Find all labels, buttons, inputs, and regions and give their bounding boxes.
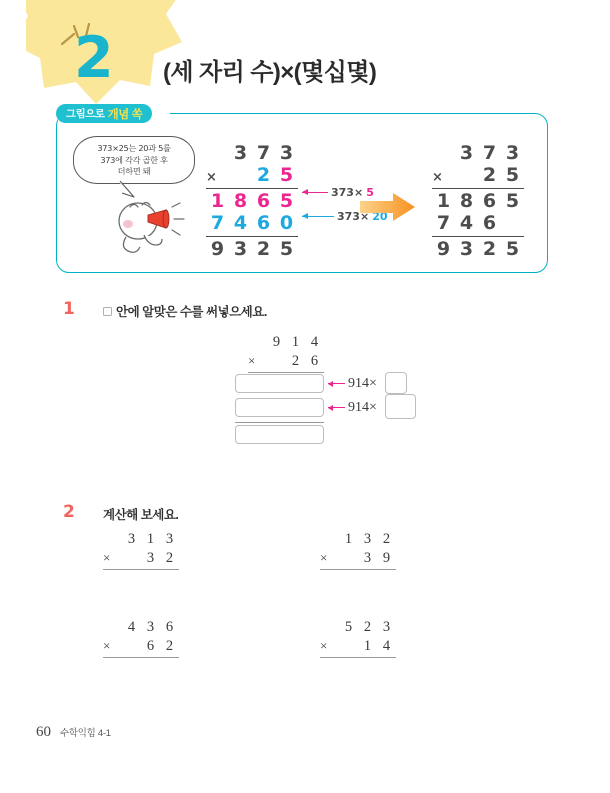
- blank-square-icon: [103, 307, 112, 316]
- problem-1-instruction-text: 안에 알맞은 수를 써넣으세요.: [116, 305, 267, 319]
- digit: 2: [256, 238, 271, 260]
- speech-bubble: [73, 136, 195, 184]
- digit: 5: [505, 238, 520, 260]
- digit: 3: [146, 550, 155, 566]
- multiply-operator: ×: [248, 353, 256, 368]
- digit: 7: [210, 212, 225, 234]
- digit: 6: [165, 619, 174, 635]
- digit: 3: [165, 531, 174, 547]
- digit: 2: [482, 238, 497, 260]
- book-name: 수학익힘 4-1: [60, 728, 111, 739]
- problem-2-item-2: [320, 530, 396, 570]
- digit: 3: [233, 238, 248, 260]
- digit: 6: [256, 190, 271, 212]
- multiply-operator: ×: [103, 638, 111, 653]
- digit: 1: [210, 190, 225, 212]
- annotation-prefix: 373×: [331, 186, 364, 199]
- calc-partial2-row: [432, 212, 524, 234]
- calc-partial1-row: [206, 190, 298, 212]
- digit: 7: [256, 142, 271, 164]
- calc-rule: [320, 569, 396, 570]
- concept-calculation-right: [432, 142, 524, 260]
- multiply-operator: ×: [206, 170, 217, 185]
- digit: 6: [482, 190, 497, 212]
- digit: 5: [279, 238, 294, 260]
- digit: 8: [459, 190, 474, 212]
- calc-operand1-row: [103, 618, 179, 637]
- digit: 3: [459, 238, 474, 260]
- digit: 9: [210, 238, 225, 260]
- digit: 2: [256, 164, 271, 186]
- digit: 5: [505, 164, 520, 186]
- hint-1-label: 914×: [348, 375, 377, 391]
- concept-badge: [56, 104, 152, 123]
- digit: 1: [291, 334, 300, 350]
- page-footer: [36, 724, 111, 741]
- calc-total-row: [206, 238, 298, 260]
- calc-rule: [103, 657, 179, 658]
- digit: 3: [382, 619, 391, 635]
- multiply-operator: ×: [320, 550, 328, 565]
- calc-operand1-row: [206, 142, 298, 164]
- digit: 6: [482, 212, 497, 234]
- speech-line-3: 더하면 돼: [117, 166, 151, 177]
- calc-rule-2: [206, 236, 298, 237]
- digit: 5: [344, 619, 353, 635]
- multiply-operator: ×: [103, 550, 111, 565]
- hint-1-answer-box[interactable]: [385, 372, 407, 394]
- digit: 5: [505, 190, 520, 212]
- page-title: (세 자리 수)×(몇십몇): [163, 59, 377, 86]
- answer-box-partial2[interactable]: [235, 398, 324, 417]
- digit: 4: [459, 212, 474, 234]
- multiply-operator: ×: [432, 170, 443, 185]
- digit: 6: [146, 638, 155, 654]
- hint-2-label: 914×: [348, 399, 377, 415]
- digit: 8: [233, 190, 248, 212]
- speech-line-1: 373×25는 20과 5를: [97, 143, 171, 154]
- calc-rule-2: [432, 236, 524, 237]
- calc-operand2-row: [320, 637, 396, 656]
- calc-rule: [103, 569, 179, 570]
- digit: 3: [127, 531, 136, 547]
- digit: 3: [363, 550, 372, 566]
- digit: 9: [382, 550, 391, 566]
- calc-rule-1: [432, 188, 524, 189]
- problem-1-instruction: [103, 302, 267, 320]
- digit: 3: [363, 531, 372, 547]
- calc-partial1-row: [432, 190, 524, 212]
- digit: 2: [482, 164, 497, 186]
- calc-operand1-row: [320, 618, 396, 637]
- calc-operand2-row: [248, 352, 324, 371]
- calc-operand2-row: [432, 164, 524, 186]
- calc-operand1-row: [432, 142, 524, 164]
- digit: 3: [233, 142, 248, 164]
- badge-label-prefix: 그림으로: [66, 108, 105, 120]
- calc-rule-1: [248, 372, 324, 373]
- annotation-value: 5: [366, 186, 374, 199]
- calc-operand1-row: [248, 333, 324, 352]
- digit: 4: [233, 212, 248, 234]
- multiply-operator: ×: [320, 638, 328, 653]
- arrow-left-icon: [302, 216, 334, 218]
- annotation-prefix: 373×: [337, 210, 370, 223]
- digit: 0: [279, 212, 294, 234]
- calc-rule-2: [235, 422, 324, 423]
- digit: 2: [165, 638, 174, 654]
- digit: 2: [165, 550, 174, 566]
- calc-operand1-row: [103, 530, 179, 549]
- problem-2-item-4: [320, 618, 396, 658]
- problem-2-number: 2: [63, 502, 75, 522]
- arrow-left-icon: [302, 192, 328, 194]
- calc-operand2-row: [320, 549, 396, 568]
- digit: 2: [291, 353, 300, 369]
- digit: 1: [436, 190, 451, 212]
- calc-rule-1: [206, 188, 298, 189]
- digit: 9: [272, 334, 281, 350]
- calc-partial2-row: [206, 212, 298, 234]
- digit: 4: [127, 619, 136, 635]
- answer-box-partial1[interactable]: [235, 374, 324, 393]
- digit: 5: [279, 190, 294, 212]
- digit: 3: [505, 142, 520, 164]
- answer-box-total[interactable]: [235, 425, 324, 444]
- digit: 1: [146, 531, 155, 547]
- digit: 2: [382, 531, 391, 547]
- chapter-number: 2: [74, 25, 113, 91]
- problem-2-item-3: [103, 618, 179, 658]
- calc-operand2-row: [103, 637, 179, 656]
- problem-2-instruction-text: 계산해 보세요.: [103, 508, 179, 522]
- digit: 1: [344, 531, 353, 547]
- problem-2-item-1: [103, 530, 179, 570]
- digit: 5: [279, 164, 294, 186]
- problem-2-instruction: [103, 505, 178, 523]
- digit: 3: [146, 619, 155, 635]
- calc-rule: [320, 657, 396, 658]
- digit: 4: [382, 638, 391, 654]
- digit: 3: [279, 142, 294, 164]
- problem-1-hint-2: [328, 398, 377, 417]
- digit: 4: [310, 334, 319, 350]
- speech-line-2: 373에 각각 곱한 후: [100, 154, 168, 165]
- problem-1-hint-1: [328, 374, 377, 393]
- concept-calculation-left: [206, 142, 298, 260]
- digit: 3: [459, 142, 474, 164]
- calc-operand2-row: [206, 164, 298, 186]
- annotation-value: 20: [372, 210, 388, 223]
- digit: 2: [363, 619, 372, 635]
- mascot-character-icon: [108, 193, 194, 255]
- arrow-left-icon: [328, 383, 345, 384]
- calc-operand2-row: [103, 549, 179, 568]
- digit: 1: [363, 638, 372, 654]
- page-number: 60: [36, 724, 51, 740]
- digit: 7: [482, 142, 497, 164]
- calc-operand1-row: [320, 530, 396, 549]
- digit: 6: [310, 353, 319, 369]
- arrow-left-icon: [328, 407, 345, 408]
- problem-1-number: 1: [63, 299, 75, 319]
- problem-1-calculation: [248, 333, 324, 373]
- digit: 6: [256, 212, 271, 234]
- digit: 9: [436, 238, 451, 260]
- digit: 7: [436, 212, 451, 234]
- orange-arrow-right-icon: [360, 192, 416, 222]
- hint-2-answer-box[interactable]: [385, 394, 416, 419]
- calc-total-row: [432, 238, 524, 260]
- badge-label-main: 개념 쏙: [107, 108, 143, 121]
